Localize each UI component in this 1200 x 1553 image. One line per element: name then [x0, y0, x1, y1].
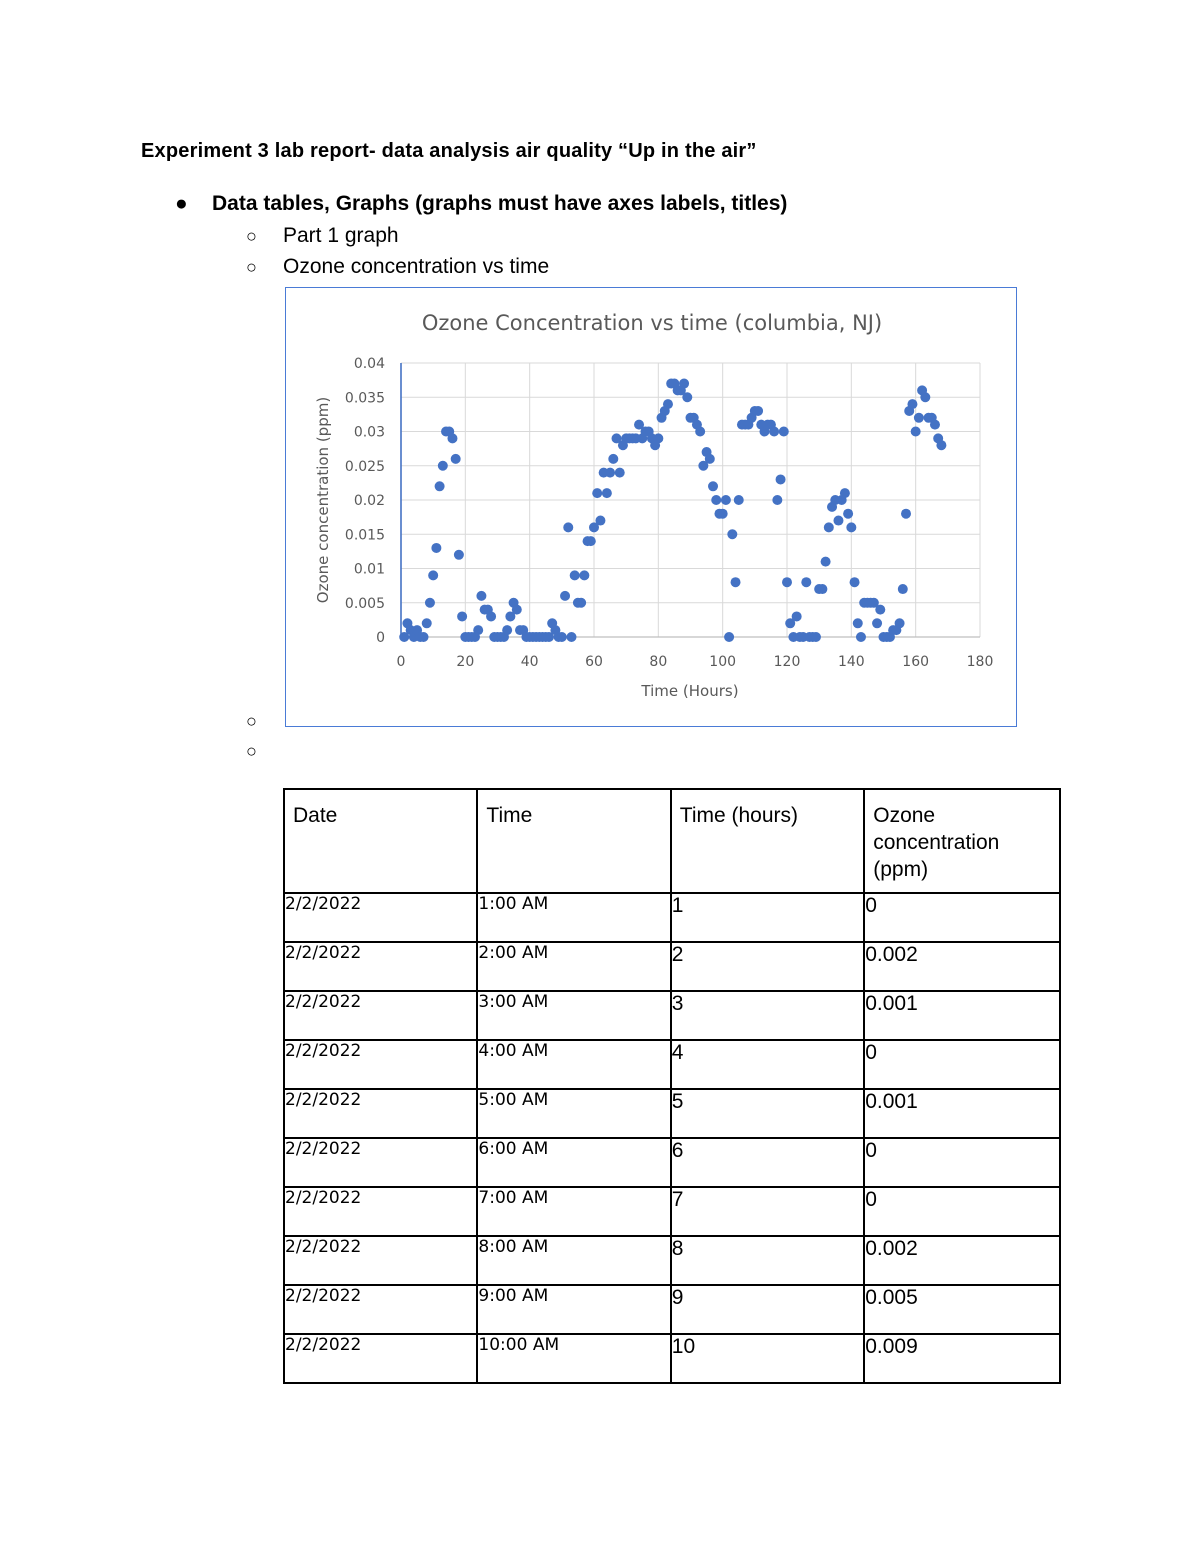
data-point — [853, 618, 863, 628]
sub-item-ozone-vs-time: Ozone concentration vs time — [283, 255, 550, 278]
data-point — [856, 632, 866, 642]
data-point — [753, 406, 763, 416]
x-axis-label: Time (Hours) — [641, 682, 739, 700]
data-point — [705, 454, 715, 464]
cell-hours: 4 — [671, 1040, 864, 1089]
data-point — [824, 522, 834, 532]
table-row — [284, 1285, 1060, 1334]
data-point — [718, 509, 728, 519]
data-point — [473, 625, 483, 635]
data-point — [566, 632, 576, 642]
data-point — [846, 522, 856, 532]
cell-ozone: 0.001 — [864, 991, 1060, 1040]
y-tick-label: 0.01 — [353, 561, 385, 578]
cell-ozone: 0.002 — [864, 1236, 1060, 1285]
cell-date: 2/2/2022 — [284, 1187, 477, 1236]
sub-bullet-icon: ○ — [246, 741, 257, 761]
data-point — [422, 618, 432, 628]
x-tick-label: 100 — [709, 654, 737, 670]
cell-hours: 2 — [671, 942, 864, 991]
y-tick-label: 0.025 — [344, 458, 385, 475]
data-point — [708, 481, 718, 491]
y-tick-label: 0.04 — [353, 356, 385, 372]
data-point — [428, 570, 438, 580]
bullet-data-tables: Data tables, Graphs (graphs must have axes labels, titles) — [212, 192, 788, 215]
cell-date: 2/2/2022 — [284, 942, 477, 991]
table-header-row — [284, 789, 1060, 893]
cell-ozone: 0 — [864, 1040, 1060, 1089]
data-point — [914, 413, 924, 423]
cell-hours: 1 — [671, 893, 864, 942]
data-point — [772, 495, 782, 505]
table-row — [284, 1236, 1060, 1285]
cell-date: 2/2/2022 — [284, 1040, 477, 1089]
data-point — [663, 399, 673, 409]
cell-ozone: 0 — [864, 893, 1060, 942]
data-point — [792, 611, 802, 621]
cell-time: 3:00 AM — [477, 991, 670, 1040]
data-point — [840, 488, 850, 498]
sub-item-part1-graph: Part 1 graph — [283, 224, 399, 247]
data-point — [431, 543, 441, 553]
data-point — [833, 516, 843, 526]
data-point — [457, 611, 467, 621]
data-point — [936, 440, 946, 450]
data-point — [451, 454, 461, 464]
cell-date: 2/2/2022 — [284, 991, 477, 1040]
data-point — [898, 584, 908, 594]
data-point — [731, 577, 741, 587]
x-tick-label: 140 — [837, 654, 865, 670]
data-point — [502, 625, 512, 635]
table-row — [284, 1040, 1060, 1089]
cell-date: 2/2/2022 — [284, 1285, 477, 1334]
data-point — [605, 468, 615, 478]
data-point — [734, 495, 744, 505]
report-title: Experiment 3 lab report- data analysis air quality “Up in the air” — [141, 140, 757, 162]
header-time-hours: Time (hours) — [671, 789, 864, 893]
sub-bullet-icon: ○ — [246, 711, 257, 731]
data-point — [570, 570, 580, 580]
cell-time: 9:00 AM — [477, 1285, 670, 1334]
cell-hours: 8 — [671, 1236, 864, 1285]
cell-time: 4:00 AM — [477, 1040, 670, 1089]
cell-hours: 5 — [671, 1089, 864, 1138]
data-point — [476, 591, 486, 601]
x-tick-label: 160 — [902, 654, 930, 670]
data-point — [711, 495, 721, 505]
data-point — [653, 433, 663, 443]
data-point — [843, 509, 853, 519]
data-point — [435, 481, 445, 491]
cell-date: 2/2/2022 — [284, 1138, 477, 1187]
sub-bullet-icon: ○ — [246, 226, 257, 246]
cell-date: 2/2/2022 — [284, 1236, 477, 1285]
data-point — [679, 379, 689, 389]
data-point — [811, 632, 821, 642]
cell-ozone: 0 — [864, 1138, 1060, 1187]
cell-time: 6:00 AM — [477, 1138, 670, 1187]
data-point — [850, 577, 860, 587]
data-point — [695, 427, 705, 437]
data-point — [419, 632, 429, 642]
data-point — [512, 605, 522, 615]
data-point — [901, 509, 911, 519]
data-point — [724, 632, 734, 642]
data-point — [576, 598, 586, 608]
y-tick-label: 0.035 — [344, 390, 385, 407]
data-point — [911, 427, 921, 437]
chart-frame[interactable] — [285, 287, 1017, 727]
data-point — [930, 420, 940, 430]
ozone-scatter-chart — [286, 288, 1015, 725]
data-point — [560, 591, 570, 601]
data-point — [447, 433, 457, 443]
y-tick-label: 0.015 — [344, 527, 385, 544]
data-point — [563, 522, 573, 532]
data-point — [586, 536, 596, 546]
y-tick-label: 0.005 — [344, 595, 385, 612]
chart-gridlines — [401, 363, 980, 637]
table-row — [284, 1089, 1060, 1138]
data-point — [425, 598, 435, 608]
data-point — [895, 618, 905, 628]
data-point — [779, 427, 789, 437]
cell-ozone: 0.001 — [864, 1089, 1060, 1138]
table-row — [284, 942, 1060, 991]
cell-ozone: 0.002 — [864, 942, 1060, 991]
table-row — [284, 1138, 1060, 1187]
cell-hours: 7 — [671, 1187, 864, 1236]
y-axis-label: Ozone concentration (ppm) — [314, 396, 332, 604]
data-point — [608, 454, 618, 464]
y-tick-label: 0.03 — [353, 424, 385, 441]
x-tick-label: 60 — [585, 654, 603, 670]
cell-time: 2:00 AM — [477, 942, 670, 991]
ozone-data-table — [283, 788, 1061, 1384]
cell-ozone: 0.005 — [864, 1285, 1060, 1334]
cell-hours: 6 — [671, 1138, 864, 1187]
data-point — [557, 632, 567, 642]
table-row — [284, 893, 1060, 942]
cell-time: 5:00 AM — [477, 1089, 670, 1138]
cell-hours: 9 — [671, 1285, 864, 1334]
x-tick-labels — [397, 654, 994, 670]
x-tick-label: 180 — [966, 654, 994, 670]
header-time: Time — [477, 789, 670, 893]
cell-date: 2/2/2022 — [284, 1334, 477, 1383]
data-point — [872, 618, 882, 628]
data-point — [782, 577, 792, 587]
data-point — [602, 488, 612, 498]
table-row — [284, 991, 1060, 1040]
cell-hours: 10 — [671, 1334, 864, 1383]
data-point — [920, 392, 930, 402]
data-point — [776, 474, 786, 484]
cell-time: 7:00 AM — [477, 1187, 670, 1236]
x-tick-label: 0 — [396, 654, 406, 670]
data-point — [801, 577, 811, 587]
sub-bullet-icon: ○ — [246, 257, 257, 277]
bullet-icon: ● — [175, 192, 188, 215]
header-date: Date — [284, 789, 477, 893]
cell-time: 1:00 AM — [477, 893, 670, 942]
data-point — [875, 605, 885, 615]
data-point — [721, 495, 731, 505]
data-point — [454, 550, 464, 560]
data-point — [595, 516, 605, 526]
table-row — [284, 1334, 1060, 1383]
data-point — [769, 427, 779, 437]
table-row — [284, 1187, 1060, 1236]
cell-date: 2/2/2022 — [284, 893, 477, 942]
data-point — [579, 570, 589, 580]
data-point — [907, 399, 917, 409]
data-point — [486, 611, 496, 621]
y-tick-label: 0 — [376, 630, 385, 646]
x-tick-label: 80 — [649, 654, 668, 670]
cell-ozone: 0.009 — [864, 1334, 1060, 1383]
x-tick-label: 20 — [456, 654, 475, 670]
data-point — [438, 461, 448, 471]
data-point — [817, 584, 827, 594]
cell-hours: 3 — [671, 991, 864, 1040]
cell-date: 2/2/2022 — [284, 1089, 477, 1138]
data-point — [821, 557, 831, 567]
data-point — [615, 468, 625, 478]
y-tick-labels — [345, 356, 385, 646]
x-tick-label: 40 — [520, 654, 539, 670]
chart-title: Ozone Concentration vs time (columbia, NJ) — [421, 311, 883, 335]
data-point — [727, 529, 737, 539]
data-point — [592, 488, 602, 498]
x-tick-label: 120 — [773, 654, 801, 670]
header-ozone: Ozone concentration (ppm) — [864, 789, 1060, 893]
cell-time: 10:00 AM — [477, 1334, 670, 1383]
cell-time: 8:00 AM — [477, 1236, 670, 1285]
cell-ozone: 0 — [864, 1187, 1060, 1236]
data-point — [682, 392, 692, 402]
y-tick-label: 0.02 — [353, 493, 385, 509]
